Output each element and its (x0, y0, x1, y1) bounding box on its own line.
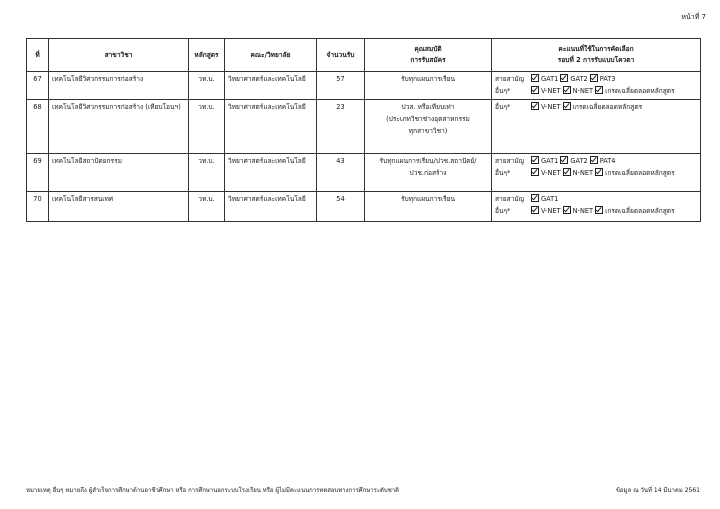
header-selection-line2: รอบที่ 2 การรับแบบโควตา (557, 56, 635, 64)
row-criteria (492, 154, 701, 192)
checked-box-icon (531, 168, 539, 176)
row-curriculum: วท.บ. (189, 72, 225, 100)
criteria-item: GAT2 (570, 157, 588, 165)
header-qualification-line2: การรับสมัคร (410, 56, 446, 64)
criteria-item: V-NET (541, 103, 561, 111)
checked-box-icon (563, 102, 571, 110)
criteria-line (495, 85, 697, 97)
checked-box-icon (531, 74, 539, 82)
checked-box-icon (563, 86, 571, 94)
criteria-item: PAT4 (599, 157, 616, 165)
row-major: เทคโนโลยีสารสนเทศ (49, 192, 189, 222)
row-faculty: วิทยาศาสตร์และเทคโนโลยี (225, 100, 317, 154)
row-criteria (492, 72, 701, 100)
criteria-item: GAT1 (541, 195, 559, 203)
table-body (27, 72, 701, 222)
criteria-line (495, 167, 697, 179)
row-curriculum: วท.บ. (189, 154, 225, 192)
row-faculty: วิทยาศาสตร์และเทคโนโลยี (225, 72, 317, 100)
checked-box-icon (531, 206, 539, 214)
header-seats: จำนวนรับ (317, 39, 365, 72)
criteria-item: PAT3 (599, 75, 616, 83)
row-faculty: วิทยาศาสตร์และเทคโนโลยี (225, 192, 317, 222)
qualification-line: รับทุกแผนการเรียน (400, 195, 456, 203)
qualification-line: ทุกสาขาวิชา) (408, 127, 448, 135)
criteria-item: เกรดเฉลี่ยตลอดหลักสูตร (572, 103, 643, 111)
row-qualification (365, 192, 492, 222)
criteria-line (495, 205, 697, 217)
criteria-item: N-NET (572, 207, 594, 215)
row-criteria (492, 192, 701, 222)
qualification-line: ปวช.ก่อสร้าง (409, 169, 447, 177)
checked-box-icon (531, 194, 539, 202)
row-curriculum: วท.บ. (189, 192, 225, 222)
header-no: ที่ (27, 39, 49, 72)
criteria-item: เกรดเฉลี่ยตลอดหลักสูตร (605, 207, 675, 215)
criteria-group-label: อื่นๆ* (495, 103, 511, 111)
criteria-item: V-NET (541, 169, 561, 177)
row-major: เทคโนโลยีวิศวกรรมการก่อสร้าง (เทียบโอนฯ) (49, 100, 189, 154)
criteria-group-label: สายสามัญ (495, 157, 525, 165)
header-qualification-line1: คุณสมบัติ (414, 45, 442, 53)
row-faculty: วิทยาศาสตร์และเทคโนโลยี (225, 154, 317, 192)
row-qualification (365, 72, 492, 100)
row-seats: 43 (317, 154, 365, 192)
criteria-line (495, 193, 697, 205)
row-no: 69 (27, 154, 49, 192)
checked-box-icon (560, 156, 568, 164)
table-row (27, 154, 701, 192)
row-qualification (365, 100, 492, 154)
footer-note: หมายเหตุ อื่นๆ หมายถึง ผู้สำเร็จการศึกษาด้านอาชีวศึกษา หรือ การศึกษานอกระบบโรงเรียน หรือ ผู้ไม่มีคะแนนการทดสอบทางการศึกษาระดับชาติ (26, 487, 400, 494)
checked-box-icon (595, 206, 603, 214)
header-faculty: คณะ/วิทยาลัย (225, 39, 317, 72)
checked-box-icon (595, 168, 603, 176)
header-selection-line1: คะแนนที่ใช้ในการคัดเลือก (558, 45, 634, 53)
checked-box-icon (531, 102, 539, 110)
criteria-line (495, 73, 697, 85)
checked-box-icon (531, 156, 539, 164)
criteria-item: V-NET (541, 207, 561, 215)
qualification-line: ปวส. หรือเทียบเท่า (401, 103, 455, 111)
checked-box-icon (590, 156, 598, 164)
qualification-line: (ประเภทวิชาช่างอุตสาหกรรม (386, 115, 470, 123)
criteria-item: N-NET (572, 87, 594, 95)
header-qualification (365, 39, 492, 72)
row-major: เทคโนโลยีสถาปัตยกรรม (49, 154, 189, 192)
criteria-line (495, 155, 697, 167)
criteria-group-label: สายสามัญ (495, 195, 525, 203)
table-row (27, 72, 701, 100)
admissions-table (26, 38, 701, 222)
table-row (27, 192, 701, 222)
row-qualification (365, 154, 492, 192)
table-header-row (27, 39, 701, 72)
criteria-item: GAT2 (570, 75, 588, 83)
criteria-item: N-NET (572, 169, 594, 177)
row-seats: 54 (317, 192, 365, 222)
header-selection (492, 39, 701, 72)
criteria-group-label: สายสามัญ (495, 75, 525, 83)
row-major: เทคโนโลยีวิศวกรรมการก่อสร้าง (49, 72, 189, 100)
criteria-group-label: อื่นๆ* (495, 207, 511, 215)
criteria-group-label: อื่นๆ* (495, 169, 511, 177)
criteria-item: GAT1 (541, 75, 559, 83)
header-major: สาขาวิชา (49, 39, 189, 72)
qualification-line: รับทุกแผนการเรียน/ปวช.สถาปัตย์/ (379, 157, 477, 165)
criteria-line (495, 101, 697, 113)
table-row (27, 100, 701, 154)
checked-box-icon (595, 86, 603, 94)
footer-date: ข้อมูล ณ วันที่ 14 มีนาคม 2561 (615, 487, 700, 494)
checked-box-icon (563, 168, 571, 176)
row-criteria (492, 100, 701, 154)
criteria-item: V-NET (541, 87, 561, 95)
criteria-item: GAT1 (541, 157, 559, 165)
criteria-group-label: อื่นๆ* (495, 87, 511, 95)
row-no: 67 (27, 72, 49, 100)
page-number: หน้าที่ 7 (681, 13, 706, 21)
row-no: 70 (27, 192, 49, 222)
header-curriculum: หลักสูตร (189, 39, 225, 72)
row-curriculum: วท.บ. (189, 100, 225, 154)
criteria-item: เกรดเฉลี่ยตลอดหลักสูตร (605, 87, 675, 95)
row-seats: 57 (317, 72, 365, 100)
checked-box-icon (531, 86, 539, 94)
checked-box-icon (563, 206, 571, 214)
qualification-line: รับทุกแผนการเรียน (400, 75, 456, 83)
criteria-item: เกรดเฉลี่ยตลอดหลักสูตร (605, 169, 675, 177)
checked-box-icon (560, 74, 568, 82)
checked-box-icon (590, 74, 598, 82)
row-seats: 23 (317, 100, 365, 154)
row-no: 68 (27, 100, 49, 154)
